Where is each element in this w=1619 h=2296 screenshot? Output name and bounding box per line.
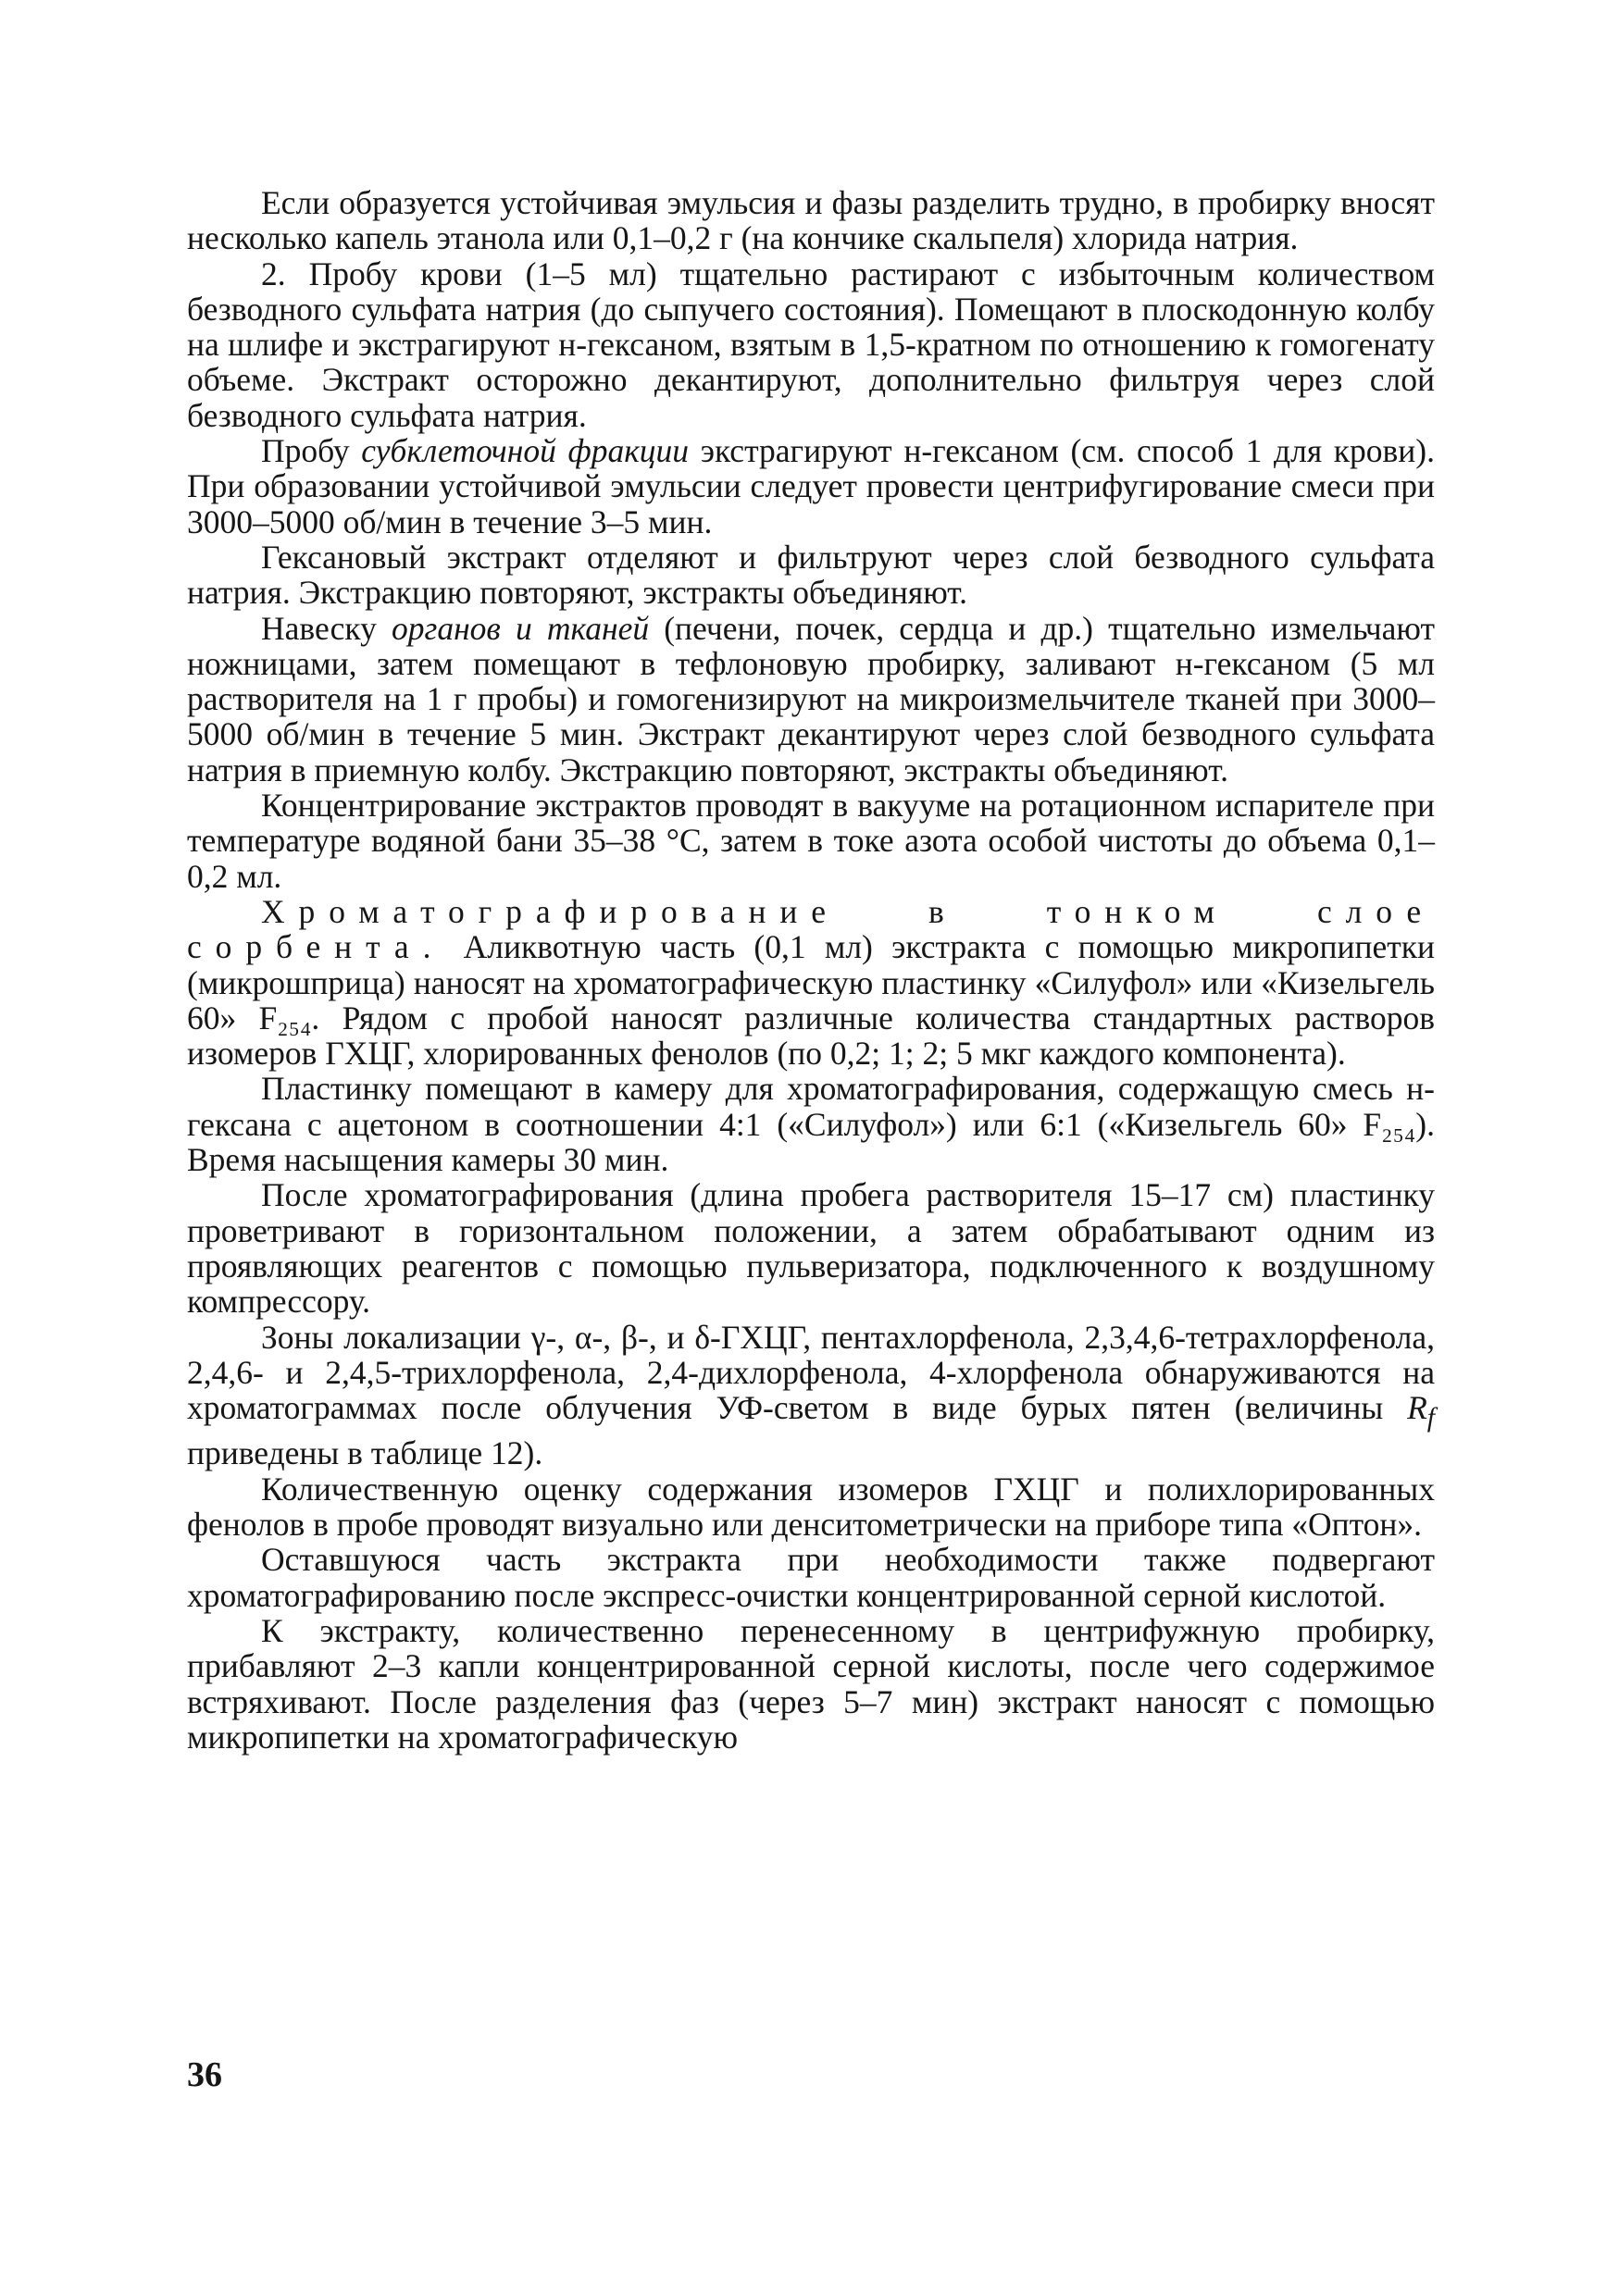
- paragraph-concentration: Концентрирование экстрактов проводят в вакууме на ротационном испарителе при температуре водяной бани 35–38 °С, затем в токе азота особой чистоты до объема 0,1–0,2 мл.: [187, 787, 1435, 895]
- paragraph-centrifuge: К экстракту, количественно перенесенному в центрифужную пробирку, прибавляют 2–3 капли концентрированной серной кислоты, после чего содержимое встряхивают. После разделения фаз (через 5–7 мин) экстракт наносят с помощью микропипетки на хроматографическую: [187, 1611, 1435, 1756]
- paragraph-remaining-extract: Оставшуюся часть экстракта при необходимости также подвергают хроматографированию после экспресс-очистки концентрированной серной кислотой.: [187, 1541, 1435, 1614]
- page-body: [187, 185, 1435, 1755]
- paragraph-subcellular-fraction: Пробу субклеточной фракции экстрагируют н-гексаном (см. способ 1 для крови). При образовании устойчивой эмульсии следует провести центрифугирование смеси при 3000–5000 об/мин в течение 3–5 мин.: [187, 432, 1435, 540]
- spaced-heading: Хроматографирование в тонком слое сорбента.: [187, 892, 1435, 966]
- italic-term: органов и тканей: [391, 609, 650, 647]
- paragraph-after-chromatography: После хроматографирования (длина пробега растворителя 15–17 см) пластинку проветривают в горизонтальном положении, а затем обрабатывают одним из проявляющих реагентов с помощью пульверизатора, подключенного к воздушному компрессору.: [187, 1176, 1435, 1321]
- italic-term: субклеточной фракции: [361, 432, 690, 470]
- paragraph-emulsion: Если образуется устойчивая эмульсия и фазы разделить трудно, в пробирку вносят несколько капель этанола или 0,1–0,2 г (на кончике скальпеля) хлорида натрия.: [187, 184, 1435, 257]
- paragraph-chamber: Пластинку помещают в камеру для хроматографирования, содержащую смесь н-гексана с ацетоном в соотношении 4:1 («Силуфол») или 6:1 («Кизельгель 60» F₂₅₄). Время насыщения камеры 30 мин.: [187, 1070, 1435, 1179]
- paragraph-tlc: Хроматографирование в тонком слое сорбента. Аликвотную часть (0,1 мл) экстракта с помощью микропипетки (микрошприца) наносят на хроматографическую пластинку «Силуфол» или «Кизельгель 60» F₂₅₄. Рядом с пробой наносят различные количества стандартных растворов изомеров ГХЦГ, хлорированных фенолов (по 0,2; 1; 2; 5 мкг каждого компонента).: [187, 892, 1435, 1073]
- paragraph-quantitative: Количественную оценку содержания изомеров ГХЦГ и полихлорированных фенолов в пробе проводят визуально или денситометрически на приборе типа «Оптон».: [187, 1470, 1435, 1544]
- paragraph-blood-sample: 2. Пробу крови (1–5 мл) тщательно растирают с избыточным количеством безводного сульфата натрия (до сыпучего состояния). Помещают в плоскодонную колбу на шлифе и экстрагируют н-гексаном, взятым в 1,5-кратном по отношению к гомогенату объеме. Экстракт осторожно декантируют, дополнительно фильтруя через слой безводного сульфата натрия.: [187, 254, 1435, 434]
- paragraph-organs-tissues: Навеску органов и тканей (печени, почек, сердца и др.) тщательно измельчают ножницами, затем помещают в тефлоновую пробирку, заливают н-гексаном (5 мл растворителя на 1 г пробы) и гомогенизируют на микроизмельчителе тканей при 3000–5000 об/мин в течение 5 мин. Экстракт декантируют через слой безводного сульфата натрия в приемную колбу. Экстракцию повторяют, экстракты объединяют.: [187, 609, 1435, 788]
- paragraph-localization-zones: Зоны локализации γ-, α-, β-, и δ-ГХЦГ, пентахлорфенола, 2,3,4,6-тетрахлорфенола, 2,4,6- и 2,4,5-трихлорфенола, 2,4-дихлорфенола, 4-хлорфенола обнаруживаются на хроматограммах после облучения УФ-светом в виде бурых пятен (величины $R_f$ приведены в таблице 12).: [187, 1318, 1435, 1472]
- rf-symbol: R: [1407, 1389, 1427, 1427]
- page-number: 36: [187, 2055, 222, 2094]
- paragraph-hexane-extract: Гексановый экстракт отделяют и фильтруют через слой безводного сульфата натрия. Экстракцию повторяют, экстракты объединяют.: [187, 538, 1435, 612]
